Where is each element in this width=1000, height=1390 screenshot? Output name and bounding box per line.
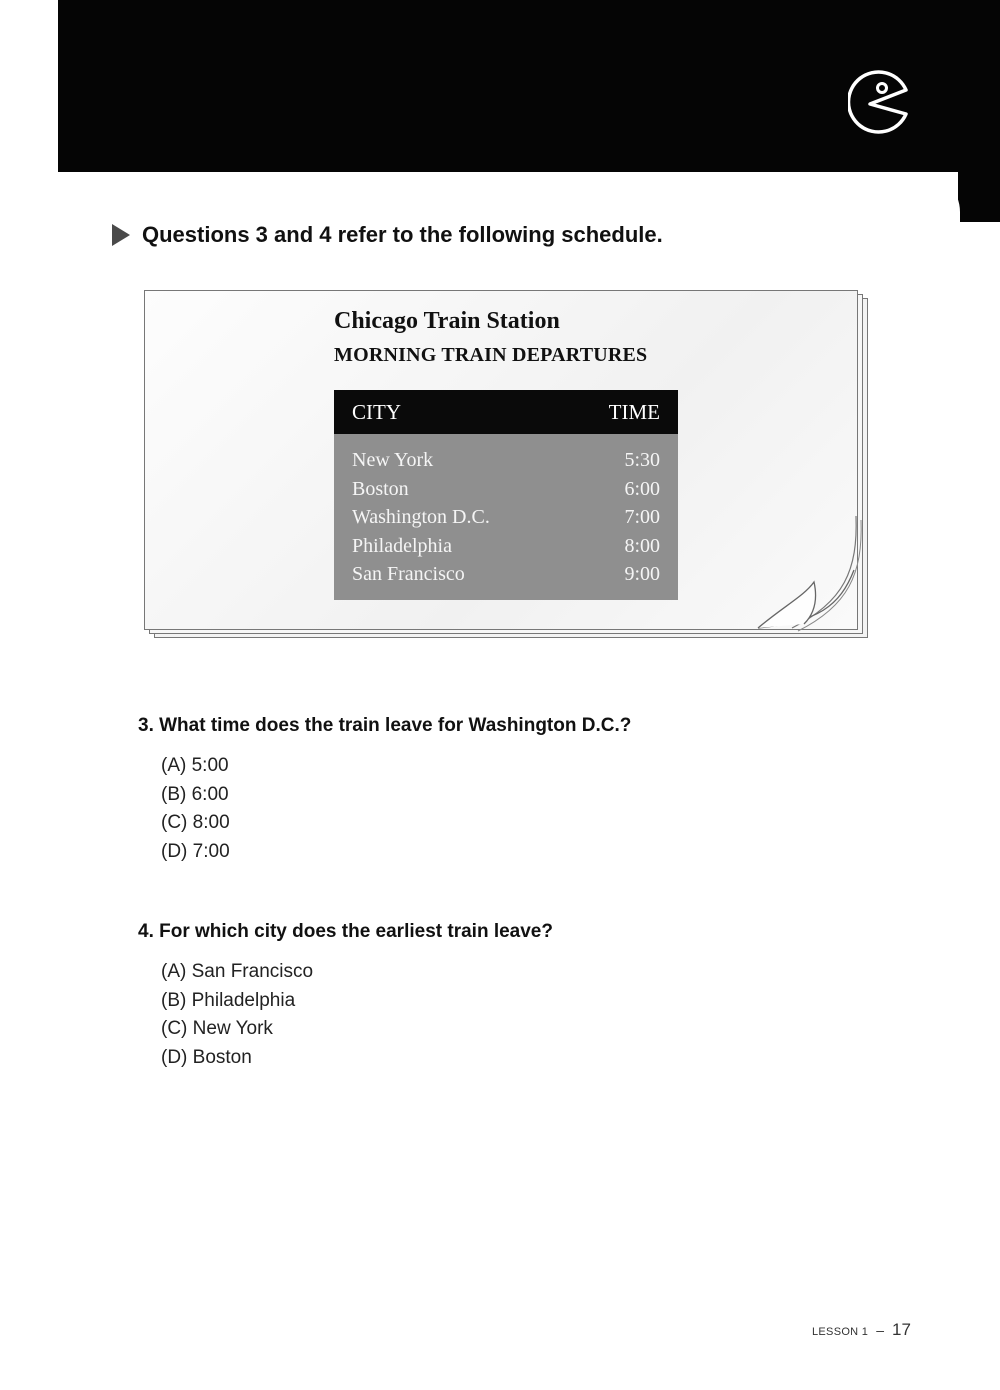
pacman-face-icon (848, 66, 918, 136)
time-cell: 9:00 (624, 563, 660, 586)
table-body (334, 434, 678, 600)
time-cell: 7:00 (624, 506, 660, 529)
answer-option: (A) 5:00 (161, 755, 229, 776)
instruction-text: Questions 3 and 4 refer to the following schedule. (142, 222, 663, 247)
table-row (352, 503, 660, 532)
question-3-options (161, 752, 230, 867)
answer-option: (B) 6:00 (161, 783, 229, 805)
city-cell: Philadelphia (352, 534, 452, 557)
station-name: Chicago Train Station (334, 308, 560, 334)
column-header-time: TIME (608, 399, 660, 424)
instruction-line (112, 222, 663, 248)
city-cell: San Francisco (352, 563, 465, 586)
table-row (352, 446, 660, 475)
schedule-card (144, 290, 870, 642)
table-header (334, 390, 678, 434)
time-cell: 8:00 (624, 534, 660, 557)
page-number: 17 (892, 1320, 911, 1339)
answer-option: (D) Boston (161, 1047, 252, 1069)
city-cell: New York (352, 449, 434, 471)
answer-option: (D) 7:00 (161, 841, 230, 863)
answer-option: (B) Philadelphia (161, 989, 296, 1011)
table-row (352, 532, 660, 561)
departures-title: MORNING TRAIN DEPARTURES (334, 344, 648, 366)
play-arrow-icon (112, 224, 130, 246)
city-cell: Boston (352, 477, 409, 500)
column-header-city: CITY (352, 399, 401, 424)
city-cell: Washington D.C. (352, 506, 490, 529)
page-curl-decoration (744, 510, 868, 632)
question-3: 3. What time does the train leave for Washington D.C.? (138, 715, 632, 736)
header-tab-notch (0, 172, 1000, 222)
answer-option: (C) 8:00 (161, 812, 230, 834)
table-row (352, 560, 660, 589)
page-footer (812, 1320, 911, 1340)
answer-option: (C) New York (161, 1018, 273, 1040)
table-row (352, 475, 660, 504)
question-4-options (161, 958, 313, 1073)
lesson-label: LESSON 1 (812, 1326, 869, 1338)
footer-dash: – (876, 1322, 884, 1338)
time-cell: 5:30 (624, 449, 660, 471)
answer-option: (A) San Francisco (161, 961, 314, 982)
time-cell: 6:00 (624, 477, 660, 500)
page-body-corner (0, 172, 960, 222)
departure-table (334, 390, 678, 600)
header-tab-edge (958, 172, 1000, 222)
question-4: 4. For which city does the earliest train leave? (138, 921, 553, 942)
